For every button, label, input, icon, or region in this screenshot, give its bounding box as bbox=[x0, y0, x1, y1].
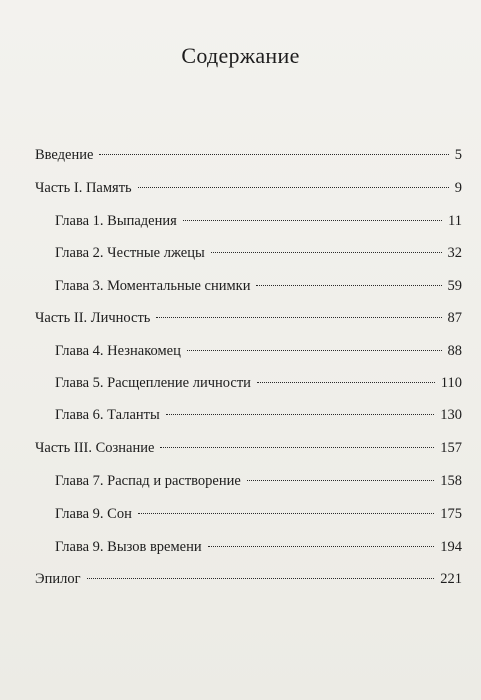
toc-entry-label: Часть I. Память bbox=[35, 180, 132, 196]
dot-leader bbox=[87, 578, 435, 579]
page-title: Содержание bbox=[181, 43, 300, 68]
toc-entry-page: 130 bbox=[440, 407, 462, 423]
toc-entry-label: Глава 3. Моментальные снимки bbox=[55, 278, 251, 294]
toc-entry bbox=[55, 212, 462, 230]
toc-entry-label: Часть III. Сознание bbox=[35, 440, 155, 456]
dot-leader bbox=[99, 154, 448, 155]
toc-entry-page: 32 bbox=[447, 245, 462, 261]
toc-entry bbox=[35, 570, 462, 588]
toc-entry-label: Часть II. Личность bbox=[35, 310, 151, 326]
toc-entry-label: Глава 9. Сон bbox=[55, 506, 132, 522]
toc-entry bbox=[35, 439, 462, 457]
toc-entry bbox=[35, 179, 462, 197]
toc-entry bbox=[55, 277, 462, 295]
toc-entry-page: 11 bbox=[448, 213, 462, 229]
toc-entry-label: Глава 5. Расщепление личности bbox=[55, 375, 251, 391]
toc-entry bbox=[55, 406, 462, 424]
toc-entry-label: Глава 6. Таланты bbox=[55, 407, 160, 423]
toc-entry bbox=[55, 505, 462, 523]
toc-entry-label: Глава 7. Распад и растворение bbox=[55, 473, 241, 489]
dot-leader bbox=[247, 480, 434, 481]
toc-entry-label: Глава 4. Незнакомец bbox=[55, 343, 181, 359]
toc-entry-page: 157 bbox=[440, 440, 462, 456]
dot-leader bbox=[166, 414, 435, 415]
toc-entry-label: Глава 9. Вызов времени bbox=[55, 539, 202, 555]
toc-entry bbox=[55, 244, 462, 262]
toc-entry bbox=[35, 309, 462, 327]
toc-entry-label: Глава 1. Выпадения bbox=[55, 213, 177, 229]
dot-leader bbox=[208, 546, 435, 547]
dot-leader bbox=[187, 350, 442, 351]
toc-entry bbox=[55, 342, 462, 360]
toc-entry-page: 110 bbox=[440, 375, 462, 391]
toc-entry-page: 175 bbox=[440, 506, 462, 522]
toc-entry-page: 88 bbox=[447, 343, 462, 359]
dot-leader bbox=[156, 317, 441, 318]
toc-entry-page: 194 bbox=[440, 539, 462, 555]
toc-entry-page: 87 bbox=[447, 310, 462, 326]
toc-entry-page: 158 bbox=[440, 473, 462, 489]
dot-leader bbox=[211, 252, 442, 253]
toc-entry-label: Эпилог bbox=[35, 571, 81, 587]
dot-leader bbox=[183, 220, 442, 221]
dot-leader bbox=[138, 513, 434, 514]
dot-leader bbox=[256, 285, 441, 286]
toc-entry-page: 221 bbox=[440, 571, 462, 587]
dot-leader bbox=[138, 187, 449, 188]
toc-entry-label: Глава 2. Честные лжецы bbox=[55, 245, 205, 261]
toc-entry bbox=[35, 146, 462, 164]
toc-entry bbox=[55, 374, 462, 392]
toc-entry bbox=[55, 538, 462, 556]
toc-entry-label: Введение bbox=[35, 147, 94, 163]
toc-entry-page: 59 bbox=[447, 278, 462, 294]
toc-entry-page: 9 bbox=[454, 180, 462, 196]
toc-entry-page: 5 bbox=[454, 147, 462, 163]
dot-leader bbox=[257, 382, 435, 383]
dot-leader bbox=[160, 447, 434, 448]
toc-entry bbox=[55, 472, 462, 490]
